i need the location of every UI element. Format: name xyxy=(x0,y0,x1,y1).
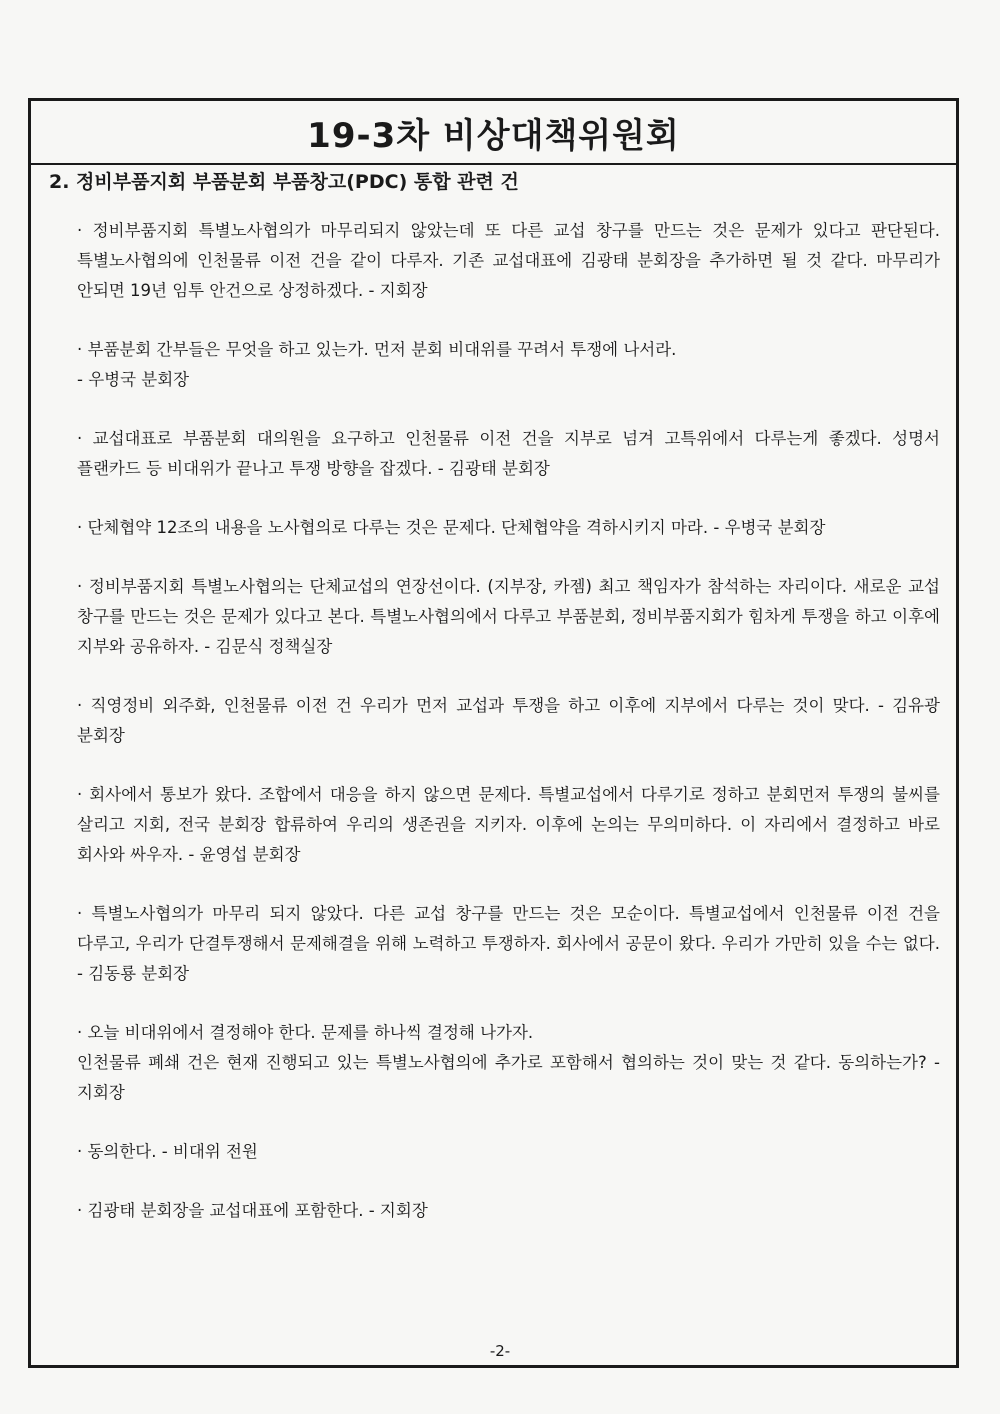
paragraph-6: · 직영정비 외주화, 인천물류 이전 건 우리가 먼저 교섭과 투쟁을 하고 이후에 지부에서 다루는 것이 맞다. - 김유광 분회장 xyxy=(77,696,940,745)
document-title: 19-3차 비상대책위원회 xyxy=(307,115,680,156)
paragraph-9: · 오늘 비대위에서 결정해야 한다. 문제를 하나씩 결정해 나가자. 인천물류 폐쇄 건은 현재 진행되고 있는 특별노사협의에 추가로 포함해서 협의하는 것이 맞는 것 같다. 동의하는가? - 지회장 xyxy=(77,1023,940,1102)
paragraph-10: · 동의한다. - 비대위 전원 xyxy=(77,1142,258,1161)
paragraph-5: · 정비부품지회 특별노사협의는 단체교섭의 연장선이다. (지부장, 카젬) 최고 책임자가 참석하는 자리이다. 새로운 교섭 창구를 만드는 것은 문제가 있다고 본다. 특별노사협의에서 다루고 부품분회, 정비부품지회가 힘차게 투쟁을 하고 이후에 지부와 공유하자. - 김문식 정책실장 xyxy=(77,577,940,656)
section-heading: 2. 정비부품지회 부품분회 부품창고(PDC) 통합 관련 건 xyxy=(49,171,519,193)
paragraph-7: · 회사에서 통보가 왔다. 조합에서 대응을 하지 않으면 문제다. 특별교섭에서 다루기로 정하고 분회먼저 투쟁의 불씨를 살리고 지회, 전국 분회장 합류하여 우리의 생존권을 지키자. 이후에 논의는 무의미하다. 이 자리에서 결정하고 바로 회사와 싸우자. - 윤영섭 분회장 xyxy=(77,785,940,864)
paragraph-4: · 단체협약 12조의 내용을 노사협의로 다루는 것은 문제다. 단체협약을 격하시키지 마라. - 우병국 분회장 xyxy=(77,518,826,537)
paragraph-8: · 특별노사협의가 마무리 되지 않았다. 다른 교섭 창구를 만드는 것은 모순이다. 특별교섭에서 인천물류 이전 건을 다루고, 우리가 단결투쟁해서 문제해결을 위해 노력하고 투쟁하자. 회사에서 공문이 왔다. 우리가 가만히 있을 수는 없다. - 김동룡 분회장 xyxy=(77,904,940,983)
paragraph-2: · 부품분회 간부들은 무엇을 하고 있는가. 먼저 분회 비대위를 꾸려서 투쟁에 나서라. - 우병국 분회장 xyxy=(77,340,677,389)
page-number: -2- xyxy=(489,1342,511,1360)
paragraph-3: · 교섭대표로 부품분회 대의원을 요구하고 인천물류 이전 건을 지부로 넘겨 고특위에서 다루는게 좋겠다. 성명서 플랜카드 등 비대위가 끝나고 투쟁 방향을 잡겠다. - 김광태 분회장 xyxy=(77,429,940,478)
paragraph-1: · 정비부품지회 특별노사협의가 마무리되지 않았는데 또 다른 교섭 창구를 만드는 것은 문제가 있다고 판단된다. 특별노사협의에 인천물류 이전 건을 같이 다루자. 기존 교섭대표에 김광태 분회장을 추가하면 될 것 같다. 마무리가 안되면 19년 임투 안건으로 상정하겠다. - 지회장 xyxy=(77,221,940,300)
paragraph-11: · 김광태 분회장을 교섭대표에 포함한다. - 지회장 xyxy=(77,1201,428,1220)
title-box xyxy=(31,101,956,165)
document-body xyxy=(49,168,940,1255)
